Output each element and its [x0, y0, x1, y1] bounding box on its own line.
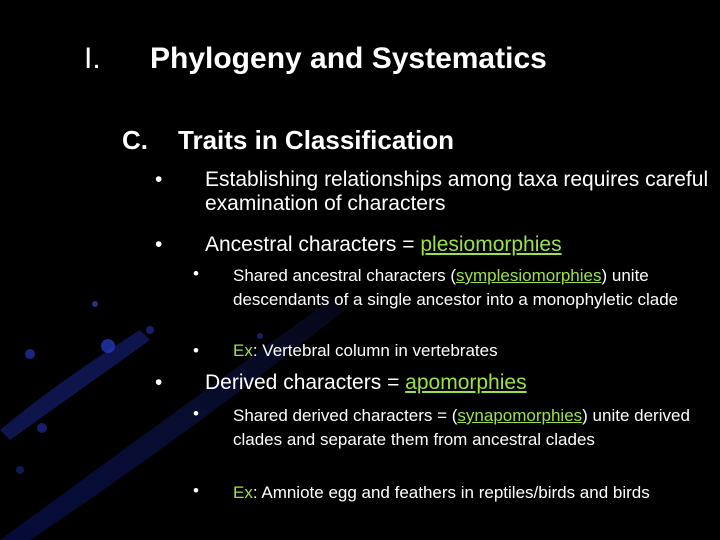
term-symplesiomorphies: symplesiomorphies [456, 266, 602, 285]
term-plesiomorphies: plesiomorphies [420, 233, 562, 256]
subheading-numeral: C. [122, 125, 148, 155]
sub-bullet-text: Shared derived characters = ( [233, 406, 458, 425]
sub-bullet-marker: • [193, 481, 199, 500]
section-title: Traits in Classification [178, 125, 454, 155]
sub-bullet-marker: • [193, 404, 199, 423]
bullet-ancestral [205, 233, 710, 257]
sub-bullet-text: Shared ancestral characters ( [233, 266, 456, 285]
bullet-text: Derived characters = [205, 371, 406, 394]
bullet-relationships [205, 168, 710, 216]
sub-bullet-symplesiomorphies [233, 264, 693, 312]
slide-title: Phylogeny and Systematics [150, 42, 547, 75]
bullet-marker: • [155, 233, 163, 256]
sub-bullet-marker: • [193, 341, 199, 360]
sub-bullet-example-vertebral [233, 341, 693, 361]
sub-bullet-synapomorphies [233, 404, 703, 452]
sub-bullet-text: ) unite derived clades and separate them from ancestral clades [233, 406, 690, 449]
sub-bullet-marker: • [193, 264, 199, 283]
sub-bullet-text: : Amniote egg and feathers in reptiles/birds and birds [252, 483, 650, 502]
sub-bullet-text: ) unite descendants of a single ancestor into a monophyletic clade [233, 266, 679, 309]
bullet-marker: • [155, 168, 163, 191]
sub-bullet-example-amniote [233, 481, 703, 505]
bullet-marker: • [155, 371, 163, 394]
bullet-text: Establishing relationships among taxa requires careful examination of characters [205, 168, 709, 216]
term-synapomorphies: synapomorphies [457, 406, 583, 425]
example-label: Ex [233, 341, 253, 360]
sub-bullet-text: : Vertebral column in vertebrates [252, 341, 498, 360]
heading-numeral: I. [84, 42, 101, 75]
bullet-derived [205, 371, 710, 395]
term-apomorphies: apomorphies [405, 371, 527, 394]
example-label: Ex [233, 483, 253, 502]
bullet-text: Ancestral characters = [205, 233, 421, 256]
